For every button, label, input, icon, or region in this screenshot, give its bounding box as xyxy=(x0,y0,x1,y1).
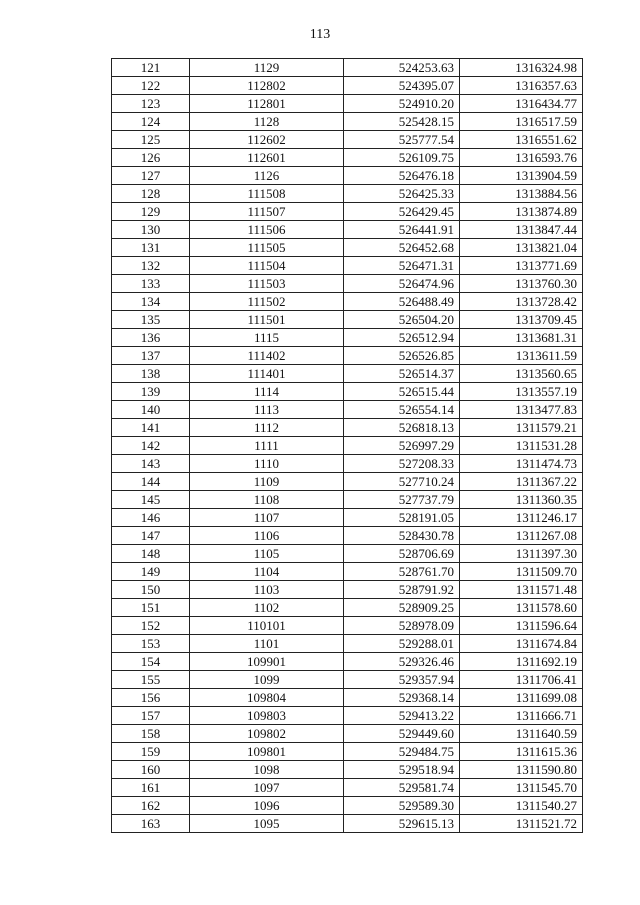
table-row xyxy=(112,419,583,437)
y-coordinate-cell: 1311666.71 xyxy=(460,707,583,725)
row-index-cell: 159 xyxy=(112,743,190,761)
table-row xyxy=(112,239,583,257)
y-coordinate-cell: 1311590.80 xyxy=(460,761,583,779)
x-coordinate-cell: 525777.54 xyxy=(344,131,460,149)
y-coordinate-cell: 1313847.44 xyxy=(460,221,583,239)
row-index-cell: 133 xyxy=(112,275,190,293)
x-coordinate-cell: 526425.33 xyxy=(344,185,460,203)
row-index-cell: 126 xyxy=(112,149,190,167)
point-number-cell: 1108 xyxy=(190,491,344,509)
point-number-cell: 1113 xyxy=(190,401,344,419)
row-index-cell: 123 xyxy=(112,95,190,113)
row-index-cell: 152 xyxy=(112,617,190,635)
y-coordinate-cell: 1311360.35 xyxy=(460,491,583,509)
row-index-cell: 158 xyxy=(112,725,190,743)
table-row xyxy=(112,653,583,671)
table-row xyxy=(112,113,583,131)
table-row xyxy=(112,95,583,113)
x-coordinate-cell: 529518.94 xyxy=(344,761,460,779)
y-coordinate-cell: 1311615.36 xyxy=(460,743,583,761)
point-number-cell: 111402 xyxy=(190,347,344,365)
x-coordinate-cell: 526504.20 xyxy=(344,311,460,329)
row-index-cell: 135 xyxy=(112,311,190,329)
table-row xyxy=(112,815,583,833)
table-row xyxy=(112,797,583,815)
row-index-cell: 151 xyxy=(112,599,190,617)
point-number-cell: 1110 xyxy=(190,455,344,473)
y-coordinate-cell: 1311367.22 xyxy=(460,473,583,491)
y-coordinate-cell: 1313821.04 xyxy=(460,239,583,257)
y-coordinate-cell: 1311578.60 xyxy=(460,599,583,617)
x-coordinate-cell: 529368.14 xyxy=(344,689,460,707)
point-number-cell: 111503 xyxy=(190,275,344,293)
x-coordinate-cell: 526818.13 xyxy=(344,419,460,437)
point-number-cell: 111505 xyxy=(190,239,344,257)
table-row xyxy=(112,275,583,293)
y-coordinate-cell: 1311571.48 xyxy=(460,581,583,599)
x-coordinate-cell: 528791.92 xyxy=(344,581,460,599)
y-coordinate-cell: 1311692.19 xyxy=(460,653,583,671)
x-coordinate-cell: 526109.75 xyxy=(344,149,460,167)
point-number-cell: 1106 xyxy=(190,527,344,545)
y-coordinate-cell: 1311706.41 xyxy=(460,671,583,689)
x-coordinate-cell: 524253.63 xyxy=(344,59,460,77)
row-index-cell: 136 xyxy=(112,329,190,347)
y-coordinate-cell: 1316357.63 xyxy=(460,77,583,95)
x-coordinate-cell: 526515.44 xyxy=(344,383,460,401)
point-number-cell: 111507 xyxy=(190,203,344,221)
table-row xyxy=(112,545,583,563)
row-index-cell: 134 xyxy=(112,293,190,311)
row-index-cell: 162 xyxy=(112,797,190,815)
y-coordinate-cell: 1316324.98 xyxy=(460,59,583,77)
table-row xyxy=(112,329,583,347)
y-coordinate-cell: 1313681.31 xyxy=(460,329,583,347)
point-number-cell: 111504 xyxy=(190,257,344,275)
point-number-cell: 109802 xyxy=(190,725,344,743)
point-number-cell: 1126 xyxy=(190,167,344,185)
x-coordinate-cell: 529615.13 xyxy=(344,815,460,833)
point-number-cell: 109804 xyxy=(190,689,344,707)
point-number-cell: 109803 xyxy=(190,707,344,725)
x-coordinate-cell: 526441.91 xyxy=(344,221,460,239)
coordinates-table-body xyxy=(112,59,583,833)
row-index-cell: 140 xyxy=(112,401,190,419)
row-index-cell: 132 xyxy=(112,257,190,275)
x-coordinate-cell: 526512.94 xyxy=(344,329,460,347)
y-coordinate-cell: 1311246.17 xyxy=(460,509,583,527)
table-row xyxy=(112,167,583,185)
y-coordinate-cell: 1311699.08 xyxy=(460,689,583,707)
y-coordinate-cell: 1313611.59 xyxy=(460,347,583,365)
point-number-cell: 1112 xyxy=(190,419,344,437)
x-coordinate-cell: 524910.20 xyxy=(344,95,460,113)
table-row xyxy=(112,509,583,527)
point-number-cell: 109901 xyxy=(190,653,344,671)
row-index-cell: 122 xyxy=(112,77,190,95)
point-number-cell: 1111 xyxy=(190,437,344,455)
point-number-cell: 112602 xyxy=(190,131,344,149)
y-coordinate-cell: 1311579.21 xyxy=(460,419,583,437)
y-coordinate-cell: 1311474.73 xyxy=(460,455,583,473)
row-index-cell: 155 xyxy=(112,671,190,689)
y-coordinate-cell: 1311531.28 xyxy=(460,437,583,455)
x-coordinate-cell: 529484.75 xyxy=(344,743,460,761)
x-coordinate-cell: 529449.60 xyxy=(344,725,460,743)
row-index-cell: 144 xyxy=(112,473,190,491)
x-coordinate-cell: 526526.85 xyxy=(344,347,460,365)
x-coordinate-cell: 529288.01 xyxy=(344,635,460,653)
point-number-cell: 111508 xyxy=(190,185,344,203)
row-index-cell: 130 xyxy=(112,221,190,239)
point-number-cell: 1099 xyxy=(190,671,344,689)
table-row xyxy=(112,185,583,203)
x-coordinate-cell: 528430.78 xyxy=(344,527,460,545)
table-row xyxy=(112,59,583,77)
point-number-cell: 1096 xyxy=(190,797,344,815)
y-coordinate-cell: 1311596.64 xyxy=(460,617,583,635)
table-row xyxy=(112,635,583,653)
y-coordinate-cell: 1311545.70 xyxy=(460,779,583,797)
table-row xyxy=(112,743,583,761)
y-coordinate-cell: 1311509.70 xyxy=(460,563,583,581)
y-coordinate-cell: 1311521.72 xyxy=(460,815,583,833)
table-row xyxy=(112,725,583,743)
table-row xyxy=(112,617,583,635)
point-number-cell: 1097 xyxy=(190,779,344,797)
point-number-cell: 112801 xyxy=(190,95,344,113)
x-coordinate-cell: 525428.15 xyxy=(344,113,460,131)
x-coordinate-cell: 526997.29 xyxy=(344,437,460,455)
table-row xyxy=(112,131,583,149)
x-coordinate-cell: 529413.22 xyxy=(344,707,460,725)
table-row xyxy=(112,311,583,329)
x-coordinate-cell: 528191.05 xyxy=(344,509,460,527)
x-coordinate-cell: 529326.46 xyxy=(344,653,460,671)
x-coordinate-cell: 529581.74 xyxy=(344,779,460,797)
table-row xyxy=(112,689,583,707)
table-row xyxy=(112,203,583,221)
table-row xyxy=(112,563,583,581)
row-index-cell: 161 xyxy=(112,779,190,797)
row-index-cell: 153 xyxy=(112,635,190,653)
x-coordinate-cell: 526488.49 xyxy=(344,293,460,311)
row-index-cell: 127 xyxy=(112,167,190,185)
point-number-cell: 1107 xyxy=(190,509,344,527)
y-coordinate-cell: 1316593.76 xyxy=(460,149,583,167)
row-index-cell: 141 xyxy=(112,419,190,437)
point-number-cell: 1102 xyxy=(190,599,344,617)
x-coordinate-cell: 527710.24 xyxy=(344,473,460,491)
y-coordinate-cell: 1313904.59 xyxy=(460,167,583,185)
x-coordinate-cell: 527737.79 xyxy=(344,491,460,509)
y-coordinate-cell: 1313728.42 xyxy=(460,293,583,311)
x-coordinate-cell: 526554.14 xyxy=(344,401,460,419)
table-row xyxy=(112,707,583,725)
point-number-cell: 110101 xyxy=(190,617,344,635)
point-number-cell: 1098 xyxy=(190,761,344,779)
x-coordinate-cell: 527208.33 xyxy=(344,455,460,473)
row-index-cell: 149 xyxy=(112,563,190,581)
point-number-cell: 111506 xyxy=(190,221,344,239)
row-index-cell: 138 xyxy=(112,365,190,383)
row-index-cell: 139 xyxy=(112,383,190,401)
table-row xyxy=(112,761,583,779)
y-coordinate-cell: 1316551.62 xyxy=(460,131,583,149)
table-row xyxy=(112,401,583,419)
point-number-cell: 112601 xyxy=(190,149,344,167)
y-coordinate-cell: 1316434.77 xyxy=(460,95,583,113)
point-number-cell: 1105 xyxy=(190,545,344,563)
row-index-cell: 131 xyxy=(112,239,190,257)
x-coordinate-cell: 529589.30 xyxy=(344,797,460,815)
row-index-cell: 163 xyxy=(112,815,190,833)
row-index-cell: 160 xyxy=(112,761,190,779)
point-number-cell: 1095 xyxy=(190,815,344,833)
y-coordinate-cell: 1313560.65 xyxy=(460,365,583,383)
table-row xyxy=(112,599,583,617)
point-number-cell: 111501 xyxy=(190,311,344,329)
x-coordinate-cell: 526514.37 xyxy=(344,365,460,383)
y-coordinate-cell: 1313874.89 xyxy=(460,203,583,221)
row-index-cell: 157 xyxy=(112,707,190,725)
x-coordinate-cell: 526471.31 xyxy=(344,257,460,275)
row-index-cell: 125 xyxy=(112,131,190,149)
row-index-cell: 142 xyxy=(112,437,190,455)
x-coordinate-cell: 526474.96 xyxy=(344,275,460,293)
row-index-cell: 143 xyxy=(112,455,190,473)
x-coordinate-cell: 528761.70 xyxy=(344,563,460,581)
x-coordinate-cell: 526476.18 xyxy=(344,167,460,185)
x-coordinate-cell: 526429.45 xyxy=(344,203,460,221)
table-row xyxy=(112,77,583,95)
x-coordinate-cell: 529357.94 xyxy=(344,671,460,689)
coordinates-table xyxy=(111,58,583,833)
page-number: 113 xyxy=(309,27,331,42)
row-index-cell: 137 xyxy=(112,347,190,365)
x-coordinate-cell: 528706.69 xyxy=(344,545,460,563)
point-number-cell: 1101 xyxy=(190,635,344,653)
y-coordinate-cell: 1311540.27 xyxy=(460,797,583,815)
table-row xyxy=(112,671,583,689)
point-number-cell: 1103 xyxy=(190,581,344,599)
point-number-cell: 1104 xyxy=(190,563,344,581)
point-number-cell: 1114 xyxy=(190,383,344,401)
y-coordinate-cell: 1313884.56 xyxy=(460,185,583,203)
y-coordinate-cell: 1313709.45 xyxy=(460,311,583,329)
table-row xyxy=(112,257,583,275)
row-index-cell: 154 xyxy=(112,653,190,671)
x-coordinate-cell: 526452.68 xyxy=(344,239,460,257)
point-number-cell: 1129 xyxy=(190,59,344,77)
point-number-cell: 111401 xyxy=(190,365,344,383)
row-index-cell: 129 xyxy=(112,203,190,221)
y-coordinate-cell: 1311674.84 xyxy=(460,635,583,653)
table-row xyxy=(112,293,583,311)
table-row xyxy=(112,221,583,239)
row-index-cell: 124 xyxy=(112,113,190,131)
y-coordinate-cell: 1313477.83 xyxy=(460,401,583,419)
table-row xyxy=(112,383,583,401)
table-row xyxy=(112,437,583,455)
row-index-cell: 146 xyxy=(112,509,190,527)
point-number-cell: 111502 xyxy=(190,293,344,311)
y-coordinate-cell: 1313557.19 xyxy=(460,383,583,401)
y-coordinate-cell: 1311397.30 xyxy=(460,545,583,563)
point-number-cell: 1115 xyxy=(190,329,344,347)
row-index-cell: 147 xyxy=(112,527,190,545)
table-row xyxy=(112,527,583,545)
row-index-cell: 156 xyxy=(112,689,190,707)
row-index-cell: 128 xyxy=(112,185,190,203)
point-number-cell: 1109 xyxy=(190,473,344,491)
table-row xyxy=(112,473,583,491)
row-index-cell: 145 xyxy=(112,491,190,509)
table-row xyxy=(112,455,583,473)
y-coordinate-cell: 1316517.59 xyxy=(460,113,583,131)
table-row xyxy=(112,365,583,383)
point-number-cell: 109801 xyxy=(190,743,344,761)
y-coordinate-cell: 1311640.59 xyxy=(460,725,583,743)
point-number-cell: 112802 xyxy=(190,77,344,95)
y-coordinate-cell: 1313771.69 xyxy=(460,257,583,275)
row-index-cell: 148 xyxy=(112,545,190,563)
table-row xyxy=(112,149,583,167)
y-coordinate-cell: 1311267.08 xyxy=(460,527,583,545)
table-row xyxy=(112,491,583,509)
x-coordinate-cell: 528978.09 xyxy=(344,617,460,635)
table-row xyxy=(112,779,583,797)
table-row xyxy=(112,347,583,365)
x-coordinate-cell: 528909.25 xyxy=(344,599,460,617)
y-coordinate-cell: 1313760.30 xyxy=(460,275,583,293)
x-coordinate-cell: 524395.07 xyxy=(344,77,460,95)
row-index-cell: 150 xyxy=(112,581,190,599)
point-number-cell: 1128 xyxy=(190,113,344,131)
row-index-cell: 121 xyxy=(112,59,190,77)
table-row xyxy=(112,581,583,599)
